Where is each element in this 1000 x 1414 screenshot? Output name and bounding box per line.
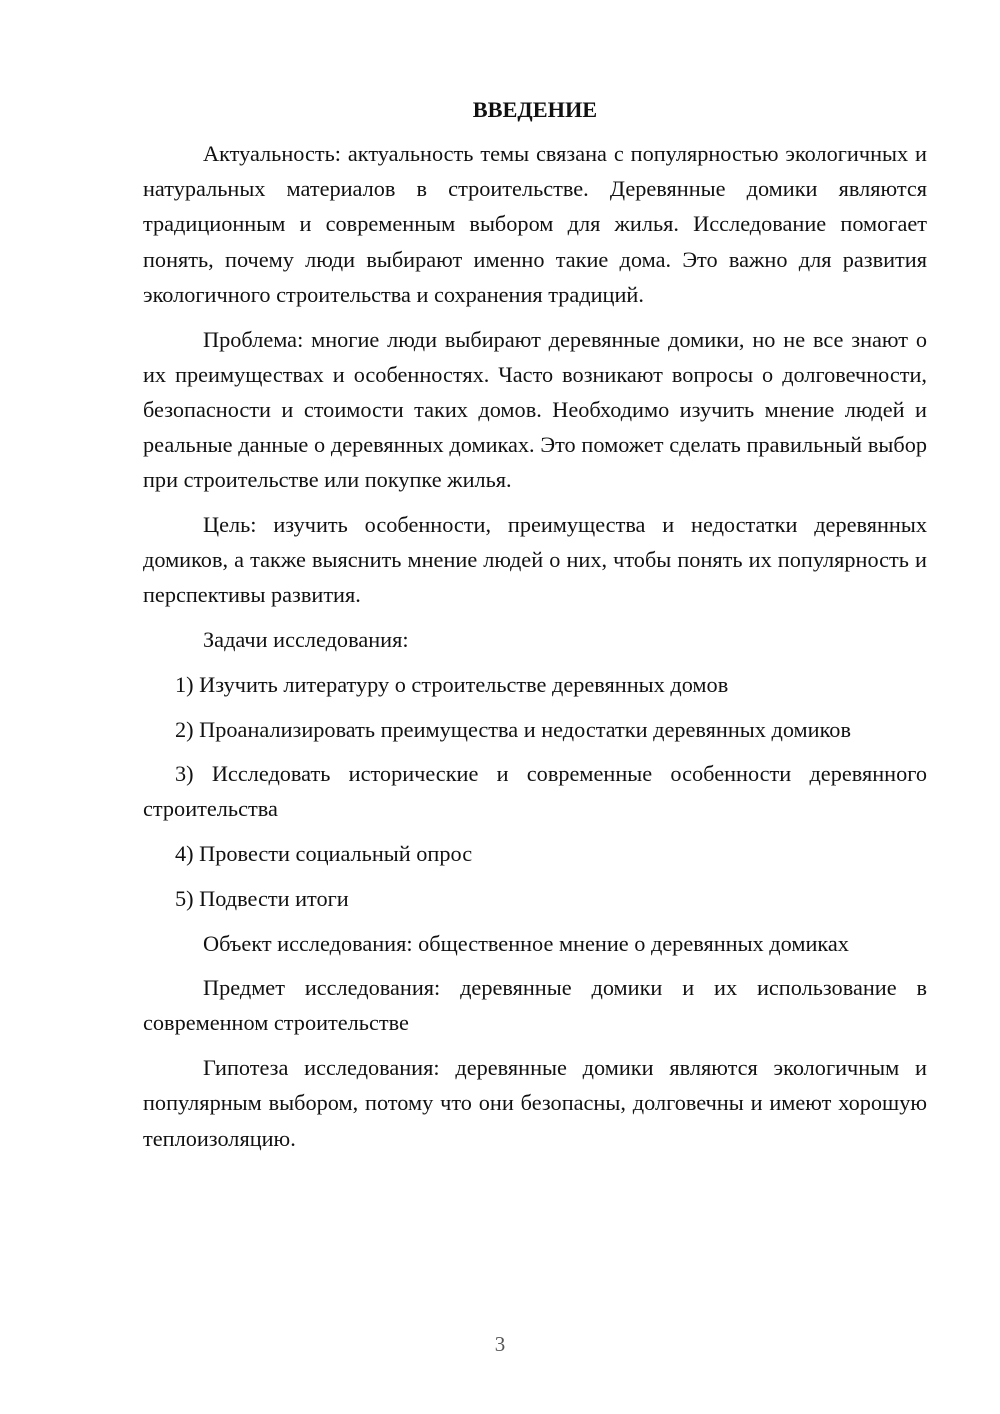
page-content: [143, 92, 927, 1165]
page-title: ВВЕДЕНИЕ: [472, 97, 598, 122]
task-item-2: 2) Проанализировать преимущества и недостатки деревянных домиков: [175, 716, 851, 742]
task-item-4: 4) Провести социальный опрос: [175, 841, 473, 867]
page-number: 3: [494, 1332, 506, 1356]
paragraph-problem: Проблема: многие люди выбирают деревянные домики, но не все знают о их преимуществах и особенностях. Часто возникают вопросы о долговечности, безопасности и стоимости таких домов. Необходимо изучить мнение людей и реальные данные о деревянных домиках. Это поможет сделать правильный выбор при строительстве или покупке жилья.: [143, 326, 927, 493]
paragraph-goal: Цель: изучить особенности, преимущества и недостатки деревянных домиков, а также выяснить мнение людей о них, чтобы понять их популярность и перспективы развития.: [143, 512, 927, 608]
task-item-5: 5) Подвести итоги: [175, 885, 349, 911]
tasks-heading: Задачи исследования:: [203, 627, 409, 653]
paragraph-relevance: Актуальность: актуальность темы связана с популярностью экологичных и натуральных материалов в строительстве. Деревянные домики являются традиционным и современным выбором для жилья. Исследование помогает понять, почему люди выбирают именно такие дома. Это важно для развития экологичного строительства и сохранения традиций.: [143, 141, 927, 307]
paragraph-subject: Предмет исследования: деревянные домики и их использование в современном строительстве: [143, 975, 927, 1036]
paragraph-hypothesis: Гипотеза исследования: деревянные домики являются экологичным и популярным выбором, потому что они безопасны, долговечны и имеют хорошую теплоизоляцию.: [143, 1055, 927, 1151]
task-item-3: 3) Исследовать исторические и современные особенности деревянного строительства: [143, 761, 927, 822]
paragraph-object: Объект исследования: общественное мнение о деревянных домиках: [203, 930, 849, 956]
task-item-1: 1) Изучить литературу о строительстве деревянных домов: [175, 671, 729, 697]
